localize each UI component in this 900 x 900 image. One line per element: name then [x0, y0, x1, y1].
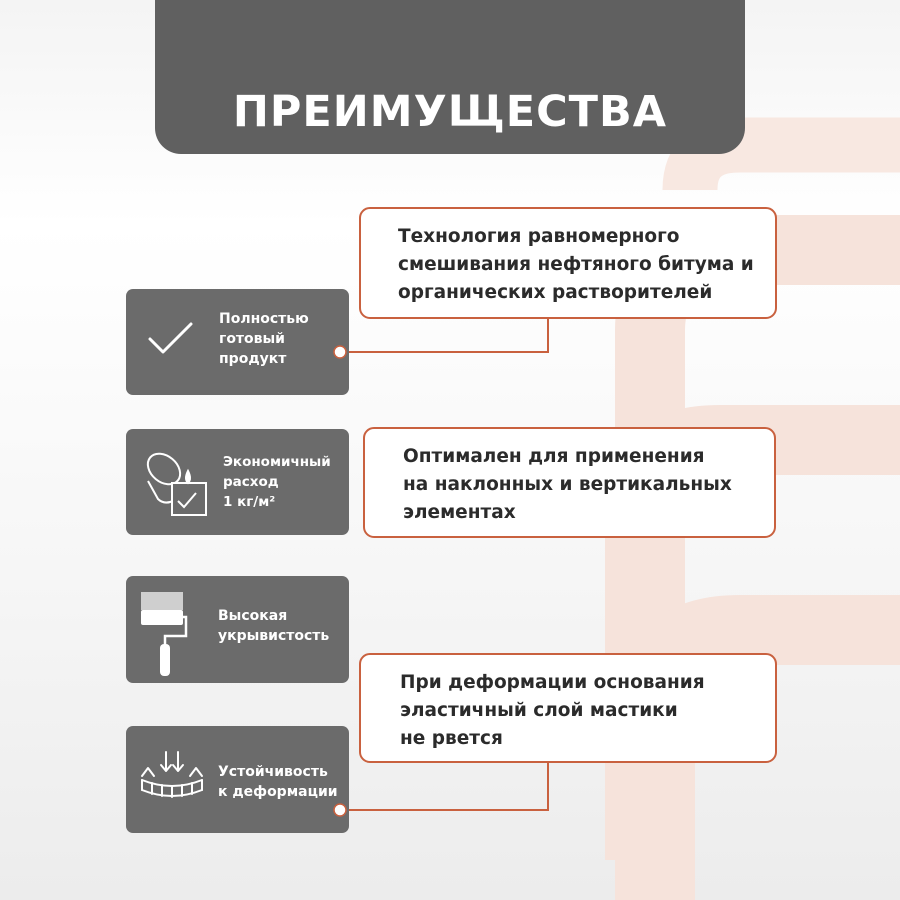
header-banner — [155, 0, 745, 154]
feature-card-economic-consumption — [126, 429, 349, 535]
page-title: ПРЕИМУЩЕСТВА — [232, 87, 668, 137]
callout-text: При деформации основания эластичный слой мастики не рвется — [400, 672, 705, 749]
feature-card-label: Высокая укрывистость — [218, 608, 330, 644]
feature-card-label: Экономичный расход 1 кг/м² — [223, 454, 331, 510]
feature-card-deformation-resistance — [126, 726, 349, 833]
feature-card-label: Устойчивость к деформации — [218, 764, 338, 800]
callout-box-slopes — [363, 427, 776, 538]
callout-box-technology — [359, 207, 777, 319]
feature-card-ready-product — [126, 289, 349, 395]
bucket-pour-icon — [136, 445, 216, 525]
feature-card-label: Полностью готовый продукт — [219, 311, 309, 367]
callout-text: Оптимален для применения на наклонных и вертикальных элементах — [403, 446, 732, 523]
callout-box-elastic — [359, 653, 777, 763]
callout-text: Технология равномерного смешивания нефтяного битума и органических растворителей — [398, 226, 754, 303]
deformation-arrows-icon — [138, 750, 208, 800]
feature-card-coverage — [126, 576, 349, 683]
checkmark-icon — [146, 319, 196, 359]
paint-roller-icon — [138, 584, 188, 679]
